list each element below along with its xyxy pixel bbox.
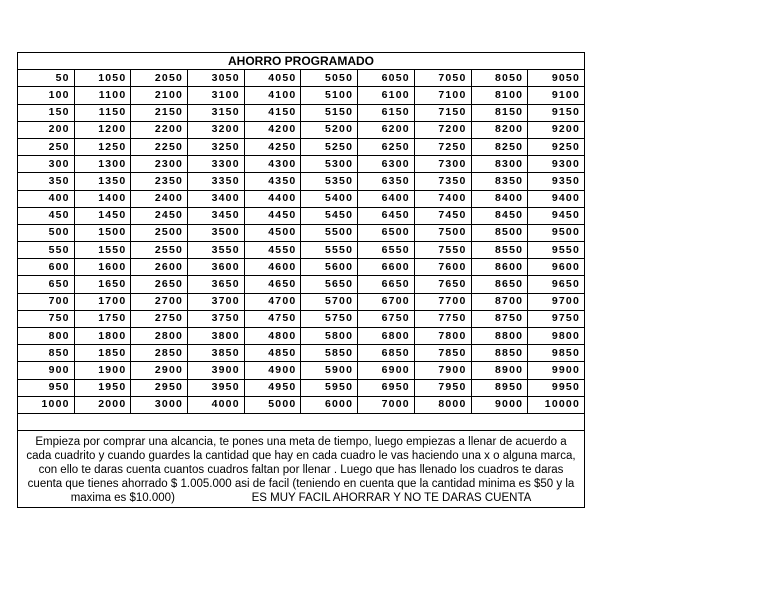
- instructions-slogan: ES MUY FACIL AHORRAR Y NO TE DARAS CUENTA: [251, 492, 532, 505]
- amount-cell: 9050: [528, 70, 585, 87]
- amount-cell: 4250: [244, 138, 301, 155]
- amount-cell: 3600: [188, 259, 245, 276]
- amount-cell: 9100: [528, 87, 585, 104]
- amount-cell: 350: [18, 173, 75, 190]
- amount-cell: 1950: [74, 379, 131, 396]
- amount-cell: 7700: [414, 293, 471, 310]
- amount-cell: 2600: [131, 259, 188, 276]
- table-row: [18, 173, 585, 190]
- amount-cell: 4750: [244, 310, 301, 327]
- amount-cell: 4550: [244, 242, 301, 259]
- table-row: [18, 156, 585, 173]
- title-row: [18, 53, 585, 70]
- amount-cell: 1550: [74, 242, 131, 259]
- amount-cell: 1150: [74, 104, 131, 121]
- amount-cell: 2400: [131, 190, 188, 207]
- amount-cell: 3150: [188, 104, 245, 121]
- table-row: [18, 345, 585, 362]
- table-row: [18, 293, 585, 310]
- amount-cell: 2000: [74, 396, 131, 413]
- amount-cell: 5100: [301, 87, 358, 104]
- savings-table: [17, 52, 585, 431]
- amount-cell: 4650: [244, 276, 301, 293]
- amount-cell: 8250: [471, 138, 528, 155]
- amount-cell: 6150: [358, 104, 415, 121]
- amount-cell: 250: [18, 138, 75, 155]
- amount-cell: 9150: [528, 104, 585, 121]
- amount-cell: 6700: [358, 293, 415, 310]
- amount-cell: 3850: [188, 345, 245, 362]
- amount-cell: 9700: [528, 293, 585, 310]
- amount-cell: 5850: [301, 345, 358, 362]
- amount-cell: 4100: [244, 87, 301, 104]
- amount-cell: 900: [18, 362, 75, 379]
- amount-cell: 6450: [358, 207, 415, 224]
- amount-cell: 8500: [471, 224, 528, 241]
- amount-cell: 3200: [188, 121, 245, 138]
- amount-cell: 3400: [188, 190, 245, 207]
- amount-cell: 2800: [131, 328, 188, 345]
- amount-cell: 7500: [414, 224, 471, 241]
- savings-table-body: [18, 53, 585, 431]
- amount-cell: 3750: [188, 310, 245, 327]
- amount-cell: 7450: [414, 207, 471, 224]
- amount-cell: 2300: [131, 156, 188, 173]
- amount-cell: 8600: [471, 259, 528, 276]
- amount-cell: 8400: [471, 190, 528, 207]
- amount-cell: 1400: [74, 190, 131, 207]
- amount-cell: 7950: [414, 379, 471, 396]
- amount-cell: 9350: [528, 173, 585, 190]
- amount-cell: 7350: [414, 173, 471, 190]
- amount-cell: 4300: [244, 156, 301, 173]
- amount-cell: 2700: [131, 293, 188, 310]
- amount-cell: 7600: [414, 259, 471, 276]
- amount-cell: 6300: [358, 156, 415, 173]
- amount-cell: 5150: [301, 104, 358, 121]
- amount-cell: 9900: [528, 362, 585, 379]
- amount-cell: 1650: [74, 276, 131, 293]
- table-row: [18, 396, 585, 413]
- table-row: [18, 207, 585, 224]
- amount-cell: 5950: [301, 379, 358, 396]
- amount-cell: 2450: [131, 207, 188, 224]
- table-row: [18, 310, 585, 327]
- amount-cell: 5200: [301, 121, 358, 138]
- amount-cell: 3350: [188, 173, 245, 190]
- instructions-line: cuenta que tienes ahorrado $ 1.005.000 asi de facil (teniendo en cuenta que la cantidad minima es $50 y la: [27, 478, 575, 491]
- instructions-line: con ello te daras cuenta cuantos cuadros faltan por llenar . Luego que has llenado los cuadros te daras: [38, 464, 564, 477]
- amount-cell: 2250: [131, 138, 188, 155]
- amount-cell: 5700: [301, 293, 358, 310]
- table-row: [18, 121, 585, 138]
- amount-cell: 5350: [301, 173, 358, 190]
- amount-cell: 9800: [528, 328, 585, 345]
- amount-cell: 6850: [358, 345, 415, 362]
- amount-cell: 9850: [528, 345, 585, 362]
- amount-cell: 6350: [358, 173, 415, 190]
- amount-cell: 4850: [244, 345, 301, 362]
- amount-cell: 7000: [358, 396, 415, 413]
- amount-cell: 5600: [301, 259, 358, 276]
- amount-cell: 8900: [471, 362, 528, 379]
- amount-cell: 5750: [301, 310, 358, 327]
- amount-cell: 1700: [74, 293, 131, 310]
- amount-cell: 6750: [358, 310, 415, 327]
- amount-cell: 9200: [528, 121, 585, 138]
- amount-cell: 2150: [131, 104, 188, 121]
- amount-cell: 6950: [358, 379, 415, 396]
- amount-cell: 8300: [471, 156, 528, 173]
- instructions-box: [17, 431, 585, 508]
- instructions-last-line: [22, 491, 580, 505]
- amount-cell: 200: [18, 121, 75, 138]
- amount-cell: 8150: [471, 104, 528, 121]
- amount-cell: 4150: [244, 104, 301, 121]
- amount-cell: 6050: [358, 70, 415, 87]
- table-row: [18, 259, 585, 276]
- amount-cell: 300: [18, 156, 75, 173]
- amount-cell: 700: [18, 293, 75, 310]
- table-row: [18, 328, 585, 345]
- amount-cell: 8050: [471, 70, 528, 87]
- amount-cell: 7250: [414, 138, 471, 155]
- amount-cell: 500: [18, 224, 75, 241]
- amount-cell: 3300: [188, 156, 245, 173]
- amount-cell: 6600: [358, 259, 415, 276]
- amount-cell: 800: [18, 328, 75, 345]
- amount-cell: 8750: [471, 310, 528, 327]
- amount-cell: 3000: [131, 396, 188, 413]
- amount-cell: 1050: [74, 70, 131, 87]
- amount-cell: 2900: [131, 362, 188, 379]
- amount-cell: 50: [18, 70, 75, 87]
- amount-cell: 650: [18, 276, 75, 293]
- amount-cell: 9750: [528, 310, 585, 327]
- amount-cell: 3250: [188, 138, 245, 155]
- amount-cell: 9950: [528, 379, 585, 396]
- table-row: [18, 138, 585, 155]
- savings-sheet: [17, 52, 585, 508]
- amount-cell: 5550: [301, 242, 358, 259]
- amount-cell: 8650: [471, 276, 528, 293]
- blank-cell: [18, 413, 585, 430]
- amount-cell: 4400: [244, 190, 301, 207]
- amount-cell: 5450: [301, 207, 358, 224]
- amount-cell: 550: [18, 242, 75, 259]
- amount-cell: 1300: [74, 156, 131, 173]
- amount-cell: 950: [18, 379, 75, 396]
- table-title: AHORRO PROGRAMADO: [18, 53, 585, 70]
- amount-cell: 5050: [301, 70, 358, 87]
- amount-cell: 1500: [74, 224, 131, 241]
- amount-cell: 8200: [471, 121, 528, 138]
- amount-cell: 1200: [74, 121, 131, 138]
- amount-cell: 2950: [131, 379, 188, 396]
- amount-cell: 4350: [244, 173, 301, 190]
- amount-cell: 4500: [244, 224, 301, 241]
- amount-cell: 6000: [301, 396, 358, 413]
- amount-cell: 4000: [188, 396, 245, 413]
- amount-cell: 4800: [244, 328, 301, 345]
- amount-cell: 6500: [358, 224, 415, 241]
- amount-cell: 2850: [131, 345, 188, 362]
- table-row: [18, 276, 585, 293]
- instructions-line: cada cuadrito y cuando guardes la cantidad que hay en cada cuadro le vas haciendo una x o alguna marca,: [26, 450, 576, 463]
- amount-cell: 6250: [358, 138, 415, 155]
- amount-cell: 5400: [301, 190, 358, 207]
- amount-cell: 6900: [358, 362, 415, 379]
- amount-cell: 8800: [471, 328, 528, 345]
- amount-cell: 5500: [301, 224, 358, 241]
- amount-cell: 5650: [301, 276, 358, 293]
- amount-cell: 5900: [301, 362, 358, 379]
- amount-cell: 4600: [244, 259, 301, 276]
- amount-cell: 1750: [74, 310, 131, 327]
- blank-row: [18, 413, 585, 430]
- amount-cell: 9550: [528, 242, 585, 259]
- amount-cell: 4450: [244, 207, 301, 224]
- amount-cell: 7200: [414, 121, 471, 138]
- amount-cell: 5000: [244, 396, 301, 413]
- amount-cell: 6100: [358, 87, 415, 104]
- amount-cell: 3450: [188, 207, 245, 224]
- amount-cell: 8700: [471, 293, 528, 310]
- amount-cell: 6400: [358, 190, 415, 207]
- amount-cell: 9250: [528, 138, 585, 155]
- amount-cell: 1800: [74, 328, 131, 345]
- amount-cell: 600: [18, 259, 75, 276]
- amount-cell: 5250: [301, 138, 358, 155]
- amount-cell: 1900: [74, 362, 131, 379]
- amount-cell: 2200: [131, 121, 188, 138]
- amount-cell: 7800: [414, 328, 471, 345]
- amount-cell: 9600: [528, 259, 585, 276]
- amount-cell: 6800: [358, 328, 415, 345]
- instructions-max-amount: maxima es $10.000): [70, 492, 175, 505]
- amount-cell: 8100: [471, 87, 528, 104]
- amount-cell: 10000: [528, 396, 585, 413]
- amount-cell: 8350: [471, 173, 528, 190]
- amount-cell: 400: [18, 190, 75, 207]
- amount-cell: 7150: [414, 104, 471, 121]
- amount-cell: 3900: [188, 362, 245, 379]
- amount-cell: 1100: [74, 87, 131, 104]
- amount-cell: 6650: [358, 276, 415, 293]
- amount-cell: 2650: [131, 276, 188, 293]
- amount-cell: 9400: [528, 190, 585, 207]
- amount-cell: 8000: [414, 396, 471, 413]
- amount-cell: 7550: [414, 242, 471, 259]
- amount-cell: 9000: [471, 396, 528, 413]
- amount-cell: 3950: [188, 379, 245, 396]
- amount-cell: 6200: [358, 121, 415, 138]
- amount-cell: 2350: [131, 173, 188, 190]
- amount-cell: 750: [18, 310, 75, 327]
- amount-cell: 100: [18, 87, 75, 104]
- amount-cell: 5800: [301, 328, 358, 345]
- table-row: [18, 224, 585, 241]
- amount-cell: 9450: [528, 207, 585, 224]
- amount-cell: 2050: [131, 70, 188, 87]
- amount-cell: 1850: [74, 345, 131, 362]
- amount-cell: 6550: [358, 242, 415, 259]
- amount-cell: 2100: [131, 87, 188, 104]
- amount-cell: 2750: [131, 310, 188, 327]
- amount-cell: 7750: [414, 310, 471, 327]
- amount-cell: 7850: [414, 345, 471, 362]
- amount-cell: 450: [18, 207, 75, 224]
- amount-cell: 2550: [131, 242, 188, 259]
- amount-cell: 8550: [471, 242, 528, 259]
- table-row: [18, 190, 585, 207]
- amount-cell: 9500: [528, 224, 585, 241]
- table-row: [18, 379, 585, 396]
- amount-cell: 850: [18, 345, 75, 362]
- amount-cell: 5300: [301, 156, 358, 173]
- amount-cell: 8450: [471, 207, 528, 224]
- amount-cell: 3050: [188, 70, 245, 87]
- amount-cell: 9300: [528, 156, 585, 173]
- amount-cell: 7100: [414, 87, 471, 104]
- amount-cell: 150: [18, 104, 75, 121]
- amount-cell: 4200: [244, 121, 301, 138]
- table-row: [18, 104, 585, 121]
- table-row: [18, 362, 585, 379]
- amount-cell: 4950: [244, 379, 301, 396]
- amount-cell: 1600: [74, 259, 131, 276]
- amount-cell: 3800: [188, 328, 245, 345]
- amount-cell: 7050: [414, 70, 471, 87]
- amount-cell: 1450: [74, 207, 131, 224]
- table-row: [18, 242, 585, 259]
- amount-cell: 1350: [74, 173, 131, 190]
- amount-cell: 3650: [188, 276, 245, 293]
- amount-cell: 8950: [471, 379, 528, 396]
- amount-cell: 7300: [414, 156, 471, 173]
- instructions-line: Empieza por comprar una alcancia, te pones una meta de tiempo, luego empiezas a llenar de acuerdo a: [35, 436, 567, 449]
- amount-cell: 4700: [244, 293, 301, 310]
- amount-cell: 3500: [188, 224, 245, 241]
- amount-cell: 3550: [188, 242, 245, 259]
- amount-cell: 4900: [244, 362, 301, 379]
- amount-cell: 9650: [528, 276, 585, 293]
- amount-cell: 3100: [188, 87, 245, 104]
- amount-cell: 8850: [471, 345, 528, 362]
- amount-cell: 1250: [74, 138, 131, 155]
- amount-cell: 2500: [131, 224, 188, 241]
- amount-cell: 7650: [414, 276, 471, 293]
- amount-cell: 7900: [414, 362, 471, 379]
- amount-cell: 7400: [414, 190, 471, 207]
- table-row: [18, 70, 585, 87]
- amount-cell: 1000: [18, 396, 75, 413]
- amount-cell: 3700: [188, 293, 245, 310]
- table-row: [18, 87, 585, 104]
- amount-cell: 4050: [244, 70, 301, 87]
